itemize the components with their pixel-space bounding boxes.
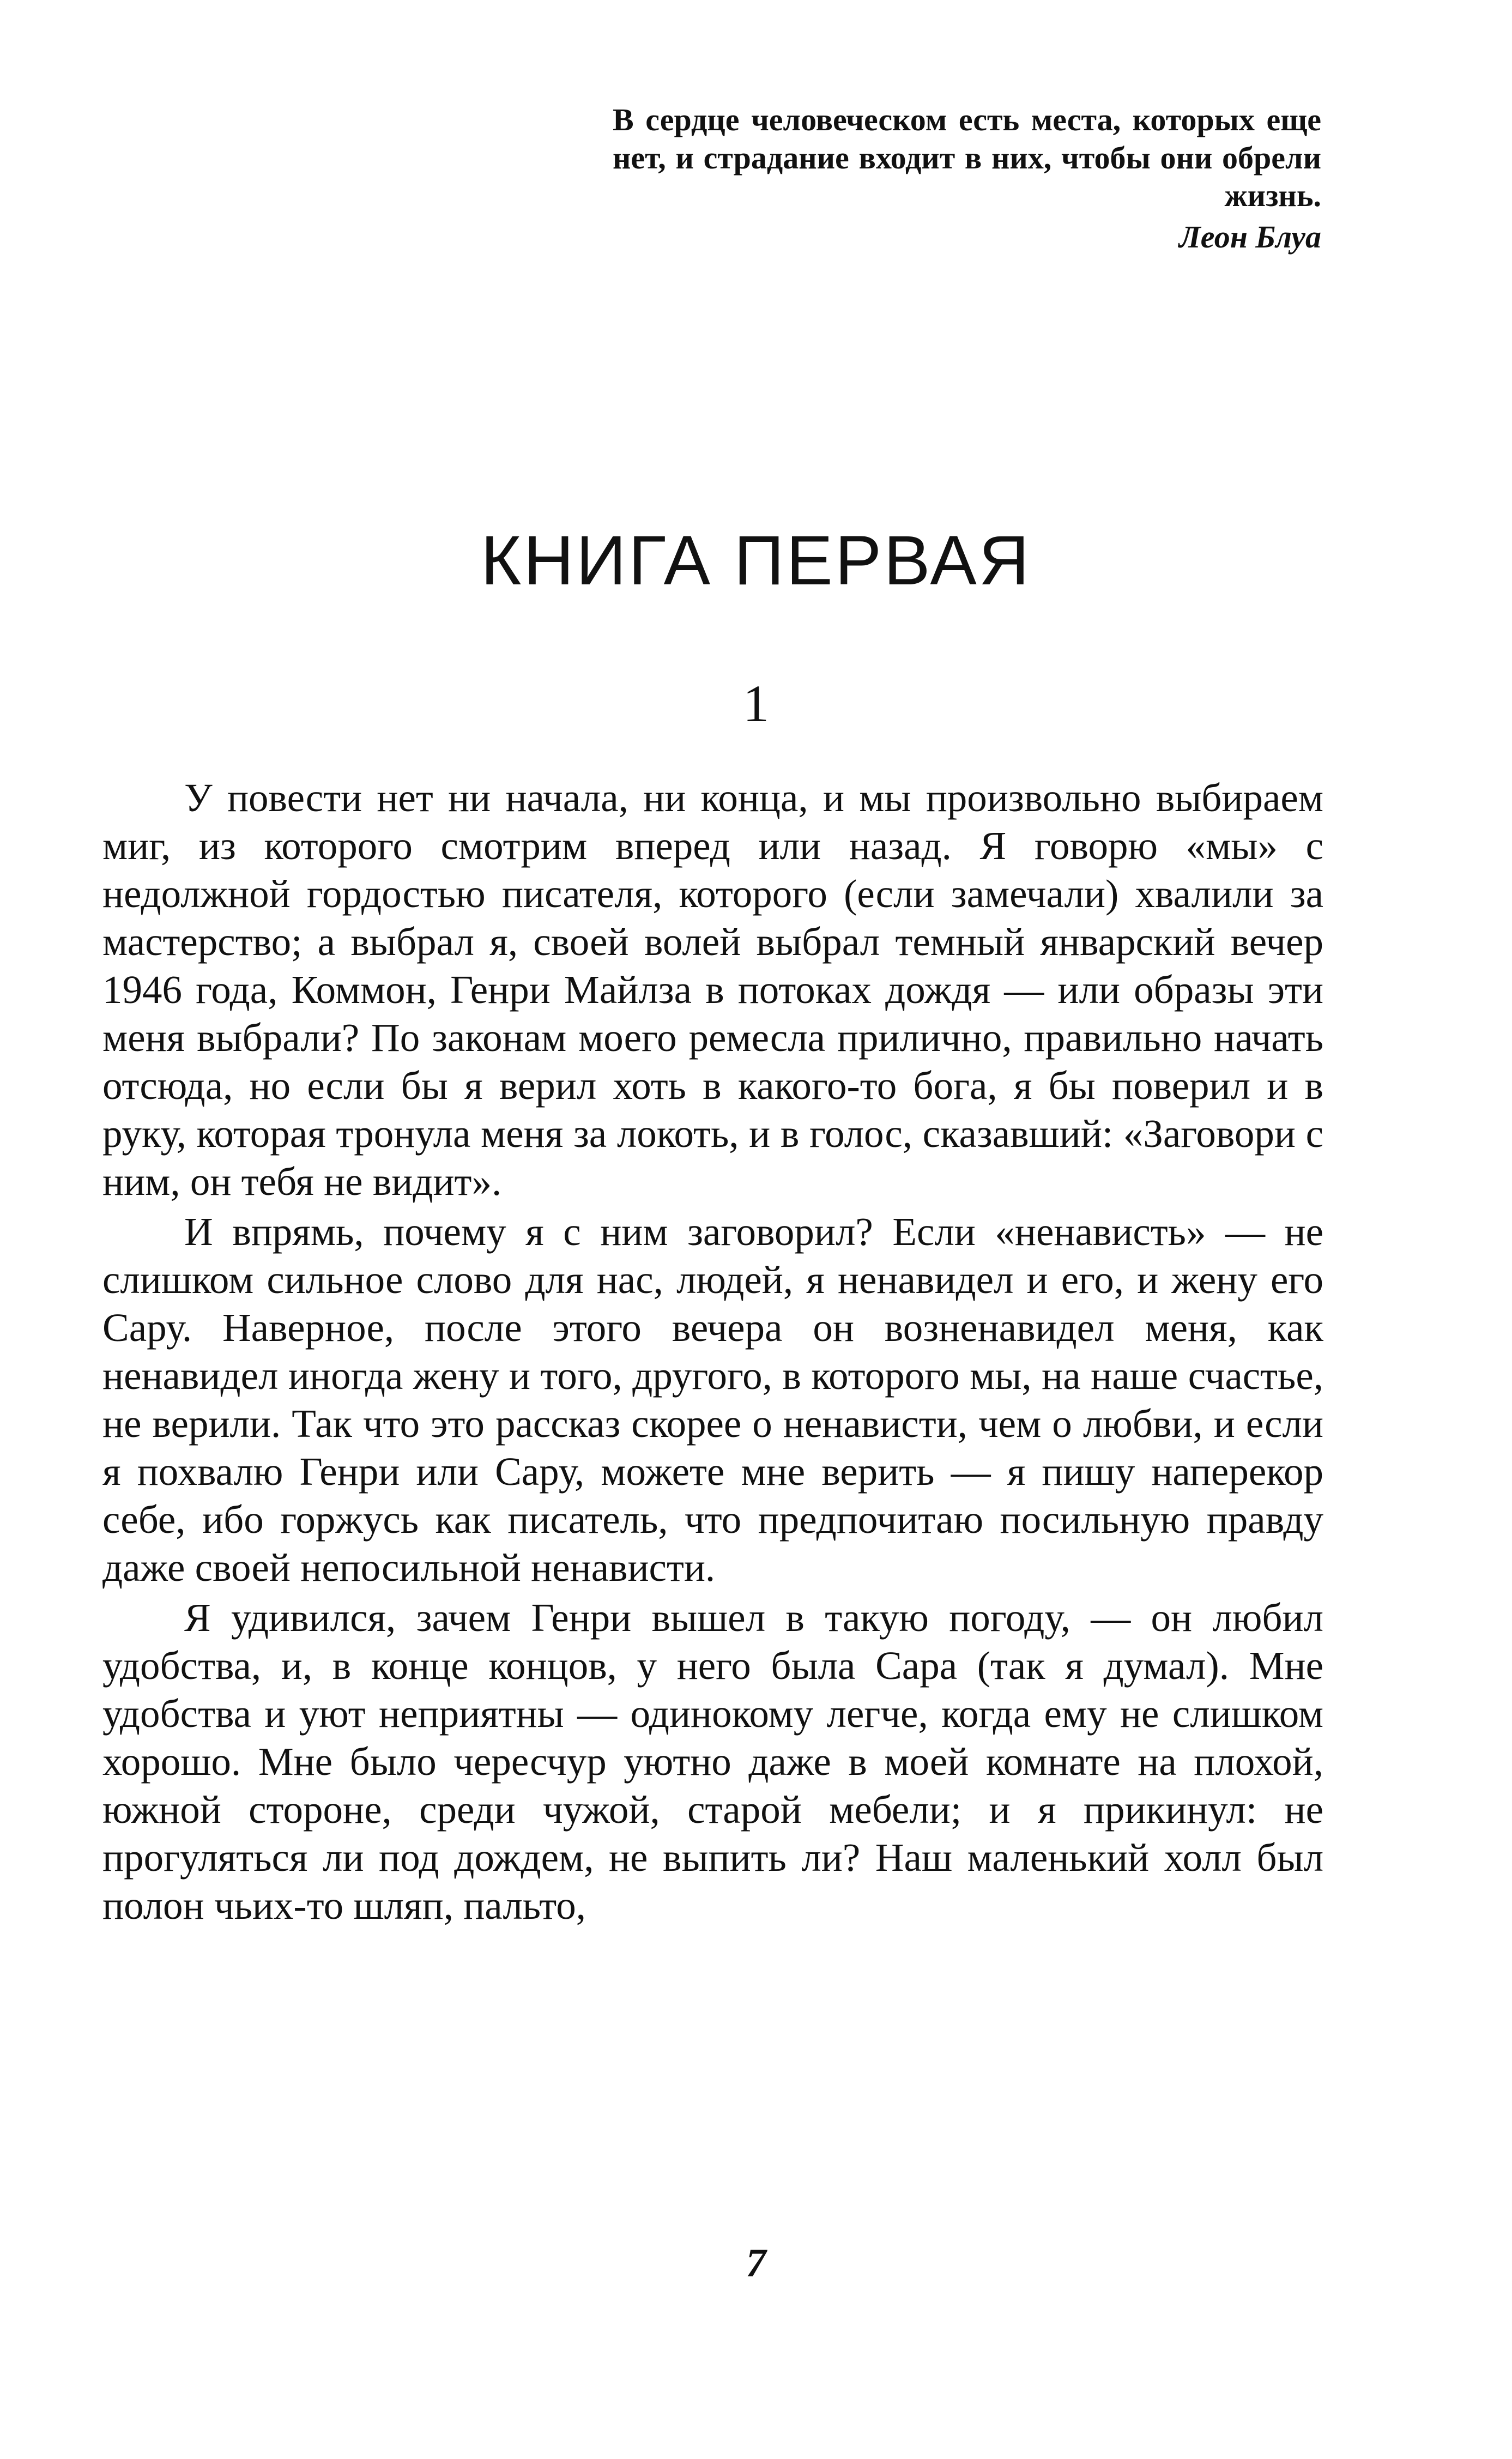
- paragraph: Я удивился, зачем Генри вышел в такую погоду, — он любил удобства, и, в конце концов, у него была Сара (так я думал). Мне удобства и уют неприятны — одинокому легче, когда ему не слишком хорошо. Мне было чересчур уютно даже в моей комнате на плохой, южной стороне, среди чужой, старой мебели; и я прикинул: не прогуляться ли под дождем, не выпить ли? Наш маленький холл был полон чьих-то шляп, пальто,: [102, 1596, 1323, 1928]
- chapter-number: 1: [743, 674, 769, 733]
- paragraph: И впрямь, почему я с ним заговорил? Если «ненависть» — не слишком сильное слово для нас, людей, я ненавидел и его, и жену его Сару. Наверное, после этого вечера он возненавидел меня, как ненавидел иногда жену и того, другого, в которого мы, на наше счастье, не верили. Так что это рассказ скорее о ненависти, чем о любви, и если я похвалю Генри или Сару, можете мне верить — я пишу наперекор себе, ибо горжусь как писатель, что предпочитаю посильную правду даже своей непосильной ненависти.: [102, 1210, 1323, 1590]
- body-text: [102, 774, 1323, 1932]
- page-number: 7: [746, 2241, 766, 2286]
- epigraph: [613, 101, 1321, 256]
- paragraph: У повести нет ни начала, ни конца, и мы произвольно выбираем миг, из которого смотрим вперед или назад. Я говорю «мы» с недолжной гордостью писателя, которого (если замечали) хвалили за мастерство; а выбрал я, своей волей выбрал темный январский вечер 1946 года, Коммон, Генри Майлза в потоках дождя — или образы эти меня выбрали? По законам моего ремесла прилично, правильно начать отсюда, но если бы я верил хоть в какого-то бога, я бы поверил и в руку, которая тронула меня за локоть, и в голос, сказавший: «Заговори с ним, он тебя не видит».: [102, 776, 1323, 1204]
- epigraph-author: Леон Блуа: [1178, 219, 1321, 255]
- epigraph-text: В сердце человеческом есть места, которых еще нет, и страдание входит в них, чтобы они обрели жизнь.: [613, 102, 1321, 214]
- book-title: КНИГА ПЕРВАЯ: [480, 522, 1032, 600]
